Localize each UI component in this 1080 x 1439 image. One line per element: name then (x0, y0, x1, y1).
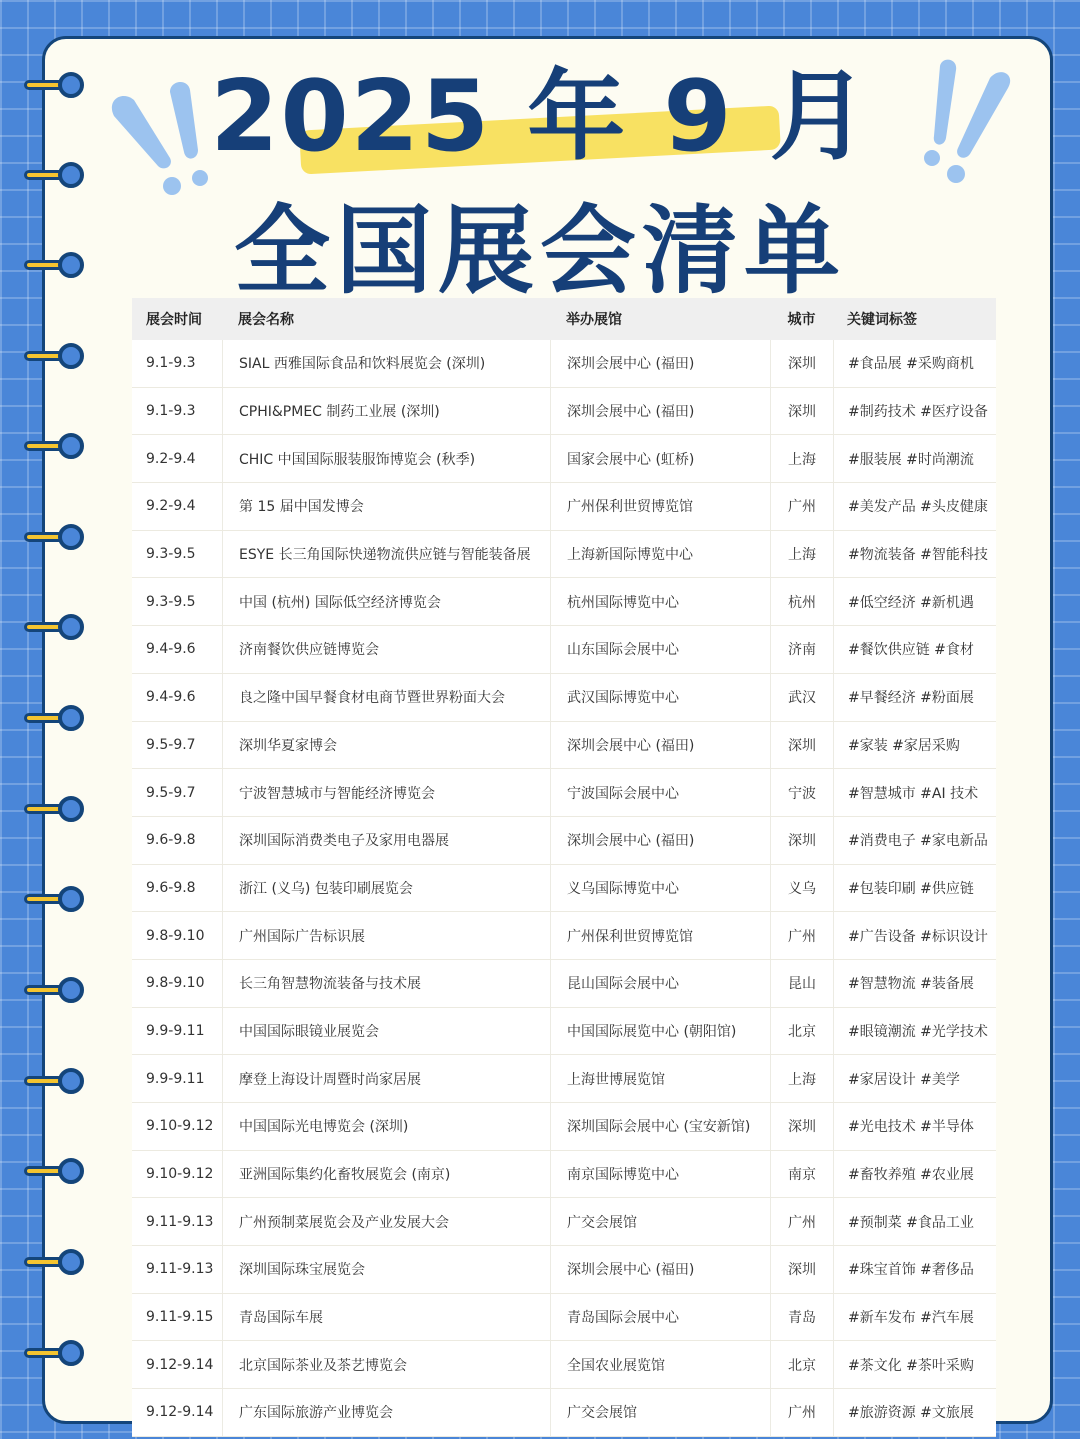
cell-city: 广州 (770, 483, 833, 530)
cell-city: 青岛 (770, 1294, 833, 1341)
cell-date: 9.5-9.7 (146, 736, 196, 753)
cell-date: 9.9-9.11 (146, 1070, 205, 1087)
cell-tags: #包装印刷 #供应链 (833, 865, 996, 912)
table-row (132, 1341, 996, 1389)
cell-tags: #畜牧养殖 #农业展 (833, 1151, 996, 1198)
cell-name: 中国 (杭州) 国际低空经济博览会 (222, 578, 550, 625)
cell-name: 广州预制菜展览会及产业发展大会 (222, 1198, 550, 1245)
cell-date: 9.11-9.15 (146, 1309, 214, 1326)
cell-venue: 义乌国际博览中心 (550, 865, 770, 912)
cell-tags: #旅游资源 #文旅展 (833, 1389, 996, 1436)
cell-name: 宁波智慧城市与智能经济博览会 (222, 769, 550, 816)
cell-date: 9.5-9.7 (146, 784, 196, 801)
table-row (132, 817, 996, 865)
cell-name: 深圳国际消费类电子及家用电器展 (222, 817, 550, 864)
cell-date: 9.3-9.5 (146, 593, 196, 610)
table-row (132, 626, 996, 674)
cell-city: 北京 (770, 1341, 833, 1388)
cell-tags: #智慧物流 #装备展 (833, 960, 996, 1007)
cell-city: 宁波 (770, 769, 833, 816)
cell-city: 北京 (770, 1008, 833, 1055)
header-name: 展会名称 (238, 312, 294, 328)
cell-tags: #美发产品 #头皮健康 (833, 483, 996, 530)
header-tags: 关键词标签 (847, 312, 917, 328)
cell-name: CHIC 中国国际服装服饰博览会 (秋季) (222, 435, 550, 482)
table-row (132, 1198, 996, 1246)
cell-date: 9.12-9.14 (146, 1404, 214, 1421)
cell-venue: 深圳会展中心 (福田) (550, 817, 770, 864)
cell-date: 9.6-9.8 (146, 832, 196, 849)
cell-tags: #物流装备 #智能科技 (833, 531, 996, 578)
cell-name: 摩登上海设计周暨时尚家居展 (222, 1055, 550, 1102)
cell-name: SIAL 西雅国际食品和饮料展览会 (深圳) (222, 340, 550, 387)
cell-date: 9.4-9.6 (146, 689, 196, 706)
table-row (132, 912, 996, 960)
ring-binder-icon (24, 524, 82, 550)
cell-tags: #制药技术 #医疗设备 (833, 388, 996, 435)
cell-date: 9.9-9.11 (146, 1022, 205, 1039)
ring-binder-icon (24, 796, 82, 822)
cell-date: 9.10-9.12 (146, 1118, 214, 1135)
cell-venue: 广交会展馆 (550, 1389, 770, 1436)
exhibition-table (132, 298, 996, 1437)
ring-hole (58, 1068, 84, 1094)
ring-hole (58, 1340, 84, 1366)
table-row (132, 1294, 996, 1342)
table-row (132, 1103, 996, 1151)
cell-city: 广州 (770, 912, 833, 959)
cell-venue: 深圳国际会展中心 (宝安新馆) (550, 1103, 770, 1150)
cell-date: 9.8-9.10 (146, 975, 205, 992)
cell-venue: 武汉国际博览中心 (550, 674, 770, 721)
cell-name: 青岛国际车展 (222, 1294, 550, 1341)
table-row (132, 483, 996, 531)
cell-venue: 深圳会展中心 (福田) (550, 388, 770, 435)
cell-tags: #餐饮供应链 #食材 (833, 626, 996, 673)
table-row (132, 1151, 996, 1199)
ring-binder-icon (24, 433, 82, 459)
table-row (132, 388, 996, 436)
ring-binder-icon (24, 1249, 82, 1275)
table-row (132, 340, 996, 388)
cell-name: ESYE 长三角国际快递物流供应链与智能装备展 (222, 531, 550, 578)
cell-date: 9.11-9.13 (146, 1213, 214, 1230)
cell-city: 济南 (770, 626, 833, 673)
cell-city: 深圳 (770, 1103, 833, 1150)
ring-hole (58, 433, 84, 459)
cell-tags: #食品展 #采购商机 (833, 340, 996, 387)
table-row (132, 1246, 996, 1294)
cell-tags: #家居设计 #美学 (833, 1055, 996, 1102)
ring-hole (58, 1249, 84, 1275)
cell-city: 南京 (770, 1151, 833, 1198)
cell-venue: 广州保利世贸博览馆 (550, 483, 770, 530)
ring-binder-icon (24, 614, 82, 640)
cell-city: 深圳 (770, 722, 833, 769)
cell-city: 深圳 (770, 817, 833, 864)
cell-city: 杭州 (770, 578, 833, 625)
cell-venue: 山东国际会展中心 (550, 626, 770, 673)
cell-venue: 深圳会展中心 (福田) (550, 1246, 770, 1293)
page-title: 全国展会清单 (234, 195, 846, 307)
cell-name: 良之隆中国早餐食材电商节暨世界粉面大会 (222, 674, 550, 721)
cell-name: 第 15 届中国发博会 (222, 483, 550, 530)
cell-city: 武汉 (770, 674, 833, 721)
cell-date: 9.11-9.13 (146, 1261, 214, 1278)
cell-tags: #珠宝首饰 #奢侈品 (833, 1246, 996, 1293)
cell-city: 上海 (770, 1055, 833, 1102)
cell-venue: 深圳会展中心 (福田) (550, 340, 770, 387)
cell-tags: #新车发布 #汽车展 (833, 1294, 996, 1341)
cell-date: 9.1-9.3 (146, 355, 196, 372)
ring-hole (58, 614, 84, 640)
ring-binder-icon (24, 1340, 82, 1366)
cell-name: 浙江 (义乌) 包装印刷展览会 (222, 865, 550, 912)
ring-binder-icon (24, 705, 82, 731)
table-body (132, 340, 996, 1437)
cell-name: 广东国际旅游产业博览会 (222, 1389, 550, 1436)
ring-binder-icon (24, 886, 82, 912)
cell-venue: 广州保利世贸博览馆 (550, 912, 770, 959)
ring-binder-icon (24, 1158, 82, 1184)
cell-tags: #广告设备 #标识设计 (833, 912, 996, 959)
cell-date: 9.6-9.8 (146, 879, 196, 896)
ring-hole (58, 796, 84, 822)
cell-venue: 全国农业展览馆 (550, 1341, 770, 1388)
table-row (132, 1008, 996, 1056)
table-row (132, 769, 996, 817)
cell-venue: 上海世博展览馆 (550, 1055, 770, 1102)
cell-name: 济南餐饮供应链博览会 (222, 626, 550, 673)
cell-name: 中国国际光电博览会 (深圳) (222, 1103, 550, 1150)
header-venue: 举办展馆 (566, 312, 622, 328)
ring-hole (58, 705, 84, 731)
cell-name: 北京国际茶业及茶艺博览会 (222, 1341, 550, 1388)
page-title-date: 2025 年 9 月 (210, 60, 870, 174)
header-city: 城市 (787, 312, 816, 328)
cell-venue: 杭州国际博览中心 (550, 578, 770, 625)
cell-tags: #低空经济 #新机遇 (833, 578, 996, 625)
ring-hole (58, 1158, 84, 1184)
table-row (132, 1389, 996, 1437)
table-row (132, 531, 996, 579)
cell-tags: #智慧城市 #AI 技术 (833, 769, 996, 816)
cell-date: 9.1-9.3 (146, 403, 196, 420)
cell-city: 昆山 (770, 960, 833, 1007)
ring-hole (58, 343, 84, 369)
cell-venue: 上海新国际博览中心 (550, 531, 770, 578)
table-row (132, 722, 996, 770)
cell-tags: #消费电子 #家电新品 (833, 817, 996, 864)
ring-hole (58, 886, 84, 912)
cell-date: 9.8-9.10 (146, 927, 205, 944)
table-row (132, 865, 996, 913)
cell-city: 广州 (770, 1198, 833, 1245)
cell-name: CPHI&PMEC 制药工业展 (深圳) (222, 388, 550, 435)
cell-date: 9.2-9.4 (146, 498, 196, 515)
cell-date: 9.12-9.14 (146, 1356, 214, 1373)
cell-name: 深圳国际珠宝展览会 (222, 1246, 550, 1293)
cell-city: 广州 (770, 1389, 833, 1436)
cell-name: 中国国际眼镜业展览会 (222, 1008, 550, 1055)
ring-hole (58, 524, 84, 550)
cell-tags: #茶文化 #茶叶采购 (833, 1341, 996, 1388)
cell-venue: 深圳会展中心 (福田) (550, 722, 770, 769)
cell-venue: 广交会展馆 (550, 1198, 770, 1245)
cell-date: 9.2-9.4 (146, 450, 196, 467)
cell-tags: #眼镜潮流 #光学技术 (833, 1008, 996, 1055)
header-date: 展会时间 (146, 312, 202, 328)
cell-date: 9.4-9.6 (146, 641, 196, 658)
cell-city: 深圳 (770, 340, 833, 387)
ring-hole (58, 977, 84, 1003)
cell-city: 深圳 (770, 1246, 833, 1293)
cell-date: 9.3-9.5 (146, 546, 196, 563)
cell-venue: 南京国际博览中心 (550, 1151, 770, 1198)
cell-city: 上海 (770, 531, 833, 578)
cell-tags: #服装展 #时尚潮流 (833, 435, 996, 482)
cell-name: 亚洲国际集约化畜牧展览会 (南京) (222, 1151, 550, 1198)
cell-name: 长三角智慧物流装备与技术展 (222, 960, 550, 1007)
cell-city: 上海 (770, 435, 833, 482)
cell-name: 深圳华夏家博会 (222, 722, 550, 769)
cell-tags: #家装 #家居采购 (833, 722, 996, 769)
cell-city: 义乌 (770, 865, 833, 912)
ring-binder-icon (24, 343, 82, 369)
table-row (132, 1055, 996, 1103)
cell-venue: 中国国际展览中心 (朝阳馆) (550, 1008, 770, 1055)
cell-tags: #早餐经济 #粉面展 (833, 674, 996, 721)
cell-tags: #光电技术 #半导体 (833, 1103, 996, 1150)
cell-name: 广州国际广告标识展 (222, 912, 550, 959)
cell-city: 深圳 (770, 388, 833, 435)
cell-tags: #预制菜 #食品工业 (833, 1198, 996, 1245)
table-row (132, 578, 996, 626)
table-row (132, 674, 996, 722)
cell-venue: 宁波国际会展中心 (550, 769, 770, 816)
table-row (132, 960, 996, 1008)
ring-binder-icon (24, 1068, 82, 1094)
cell-date: 9.10-9.12 (146, 1166, 214, 1183)
cell-venue: 昆山国际会展中心 (550, 960, 770, 1007)
ring-binder-icon (24, 977, 82, 1003)
cell-venue: 青岛国际会展中心 (550, 1294, 770, 1341)
cell-venue: 国家会展中心 (虹桥) (550, 435, 770, 482)
table-row (132, 435, 996, 483)
